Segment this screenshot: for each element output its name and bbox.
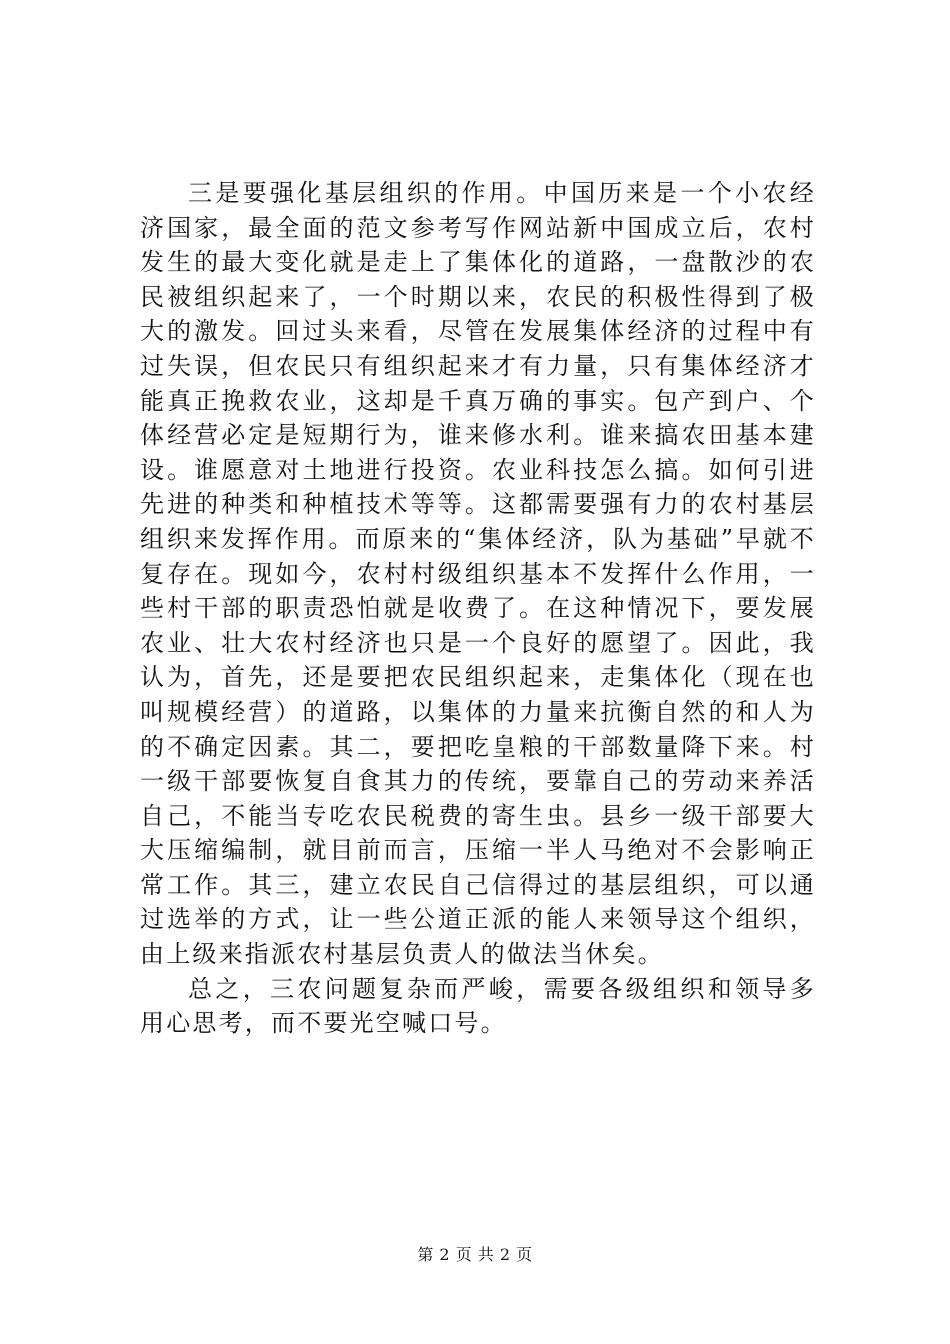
paragraph-conclusion: 总之，三农问题复杂而严峻，需要各级组织和领导多用心思考，而不要光空喊口号。 — [140, 974, 816, 1038]
document-body — [140, 176, 816, 1041]
paragraph-strengthen-grassroots: 三是要强化基层组织的作用。中国历来是一个小农经济国家，最全面的范文参考写作网站新中国成立后，农村发生的最大变化就是走上了集体化的道路，一盘散沙的农民被组织起来了，一个时期以来，农民的积极性得到了极大的激发。回过头来看，尽管在发展集体经济的过程中有过失误，但农民只有组织起来才有力量，只有集体经济才能真正挽救农业，这却是千真万确的事实。包产到户、个体经营必定是短期行为，谁来修水利。谁来搞农田基本建设。谁愿意对土地进行投资。农业科技怎么搞。如何引进先进的种类和种植技术等等。这都需要强有力的农村基层组织来发挥作用。而原来的“集体经济，队为基础”早就不复存在。现如今，农村村级组织基本不发挥什么作用，一些村干部的职责恐怕就是收费了。在这种情况下，要发展农业、壮大农村经济也只是一个良好的愿望了。因此，我认为，首先，还是要把农民组织起来，走集体化（现在也叫规模经营）的道路，以集体的力量来抗衡自然的和人为的不确定因素。其二，要把吃皇粮的干部数量降下来。村一级干部要恢复自食其力的传统，要靠自己的劳动来养活自己，不能当专吃农民税费的寄生虫。县乡一级干部要大大压缩编制，就目前而言，压缩一半人马绝对不会影响正常工作。其三，建立农民自己信得过的基层组织，可以通过选举的方式，让一些公道正派的能人来领导这个组织，由上级来指派农村基层负责人的做法当休矣。 — [140, 179, 816, 969]
page-footer: 第 2 页 共 2 页 — [417, 1245, 533, 1264]
